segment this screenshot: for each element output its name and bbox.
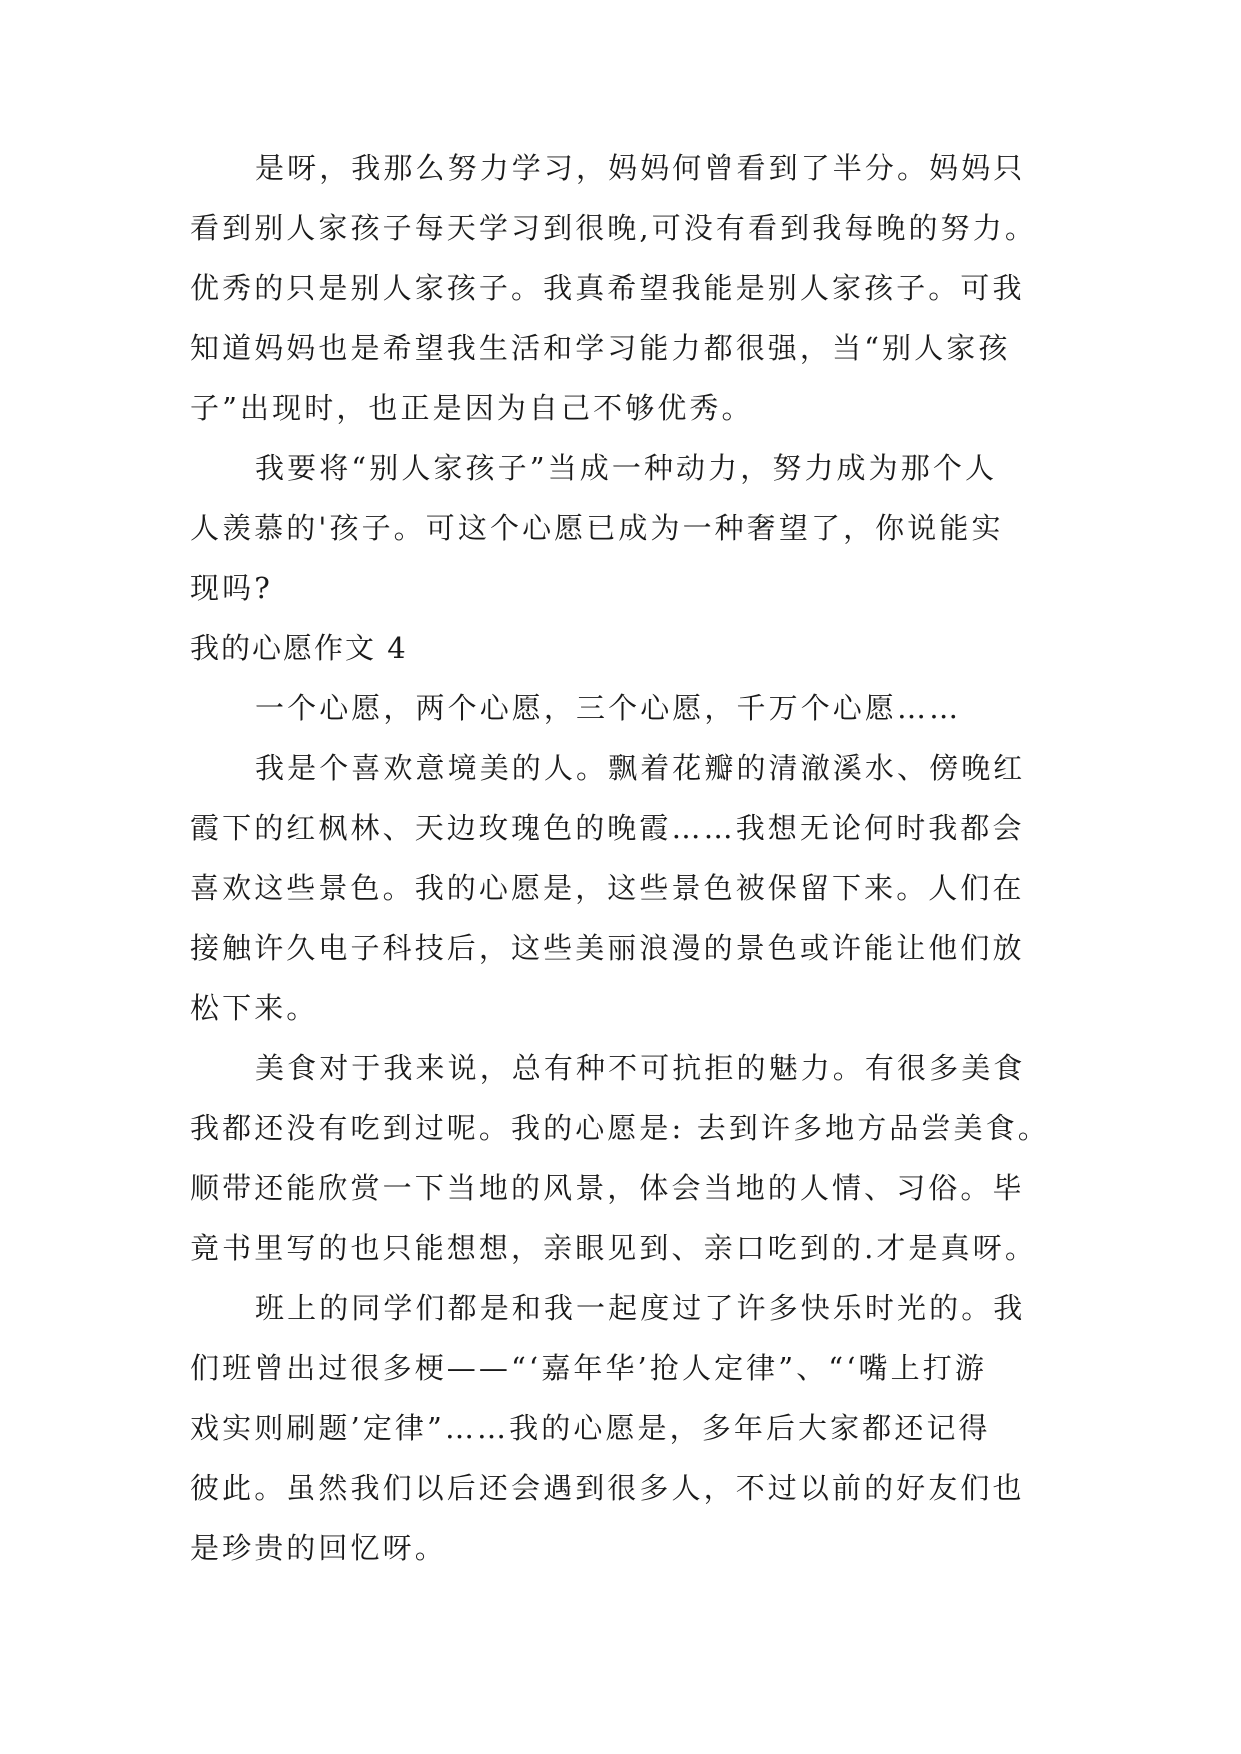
text-line: 人羡慕的'孩子。可这个心愿已成为一种奢望了，你说能实 — [190, 511, 1004, 545]
text-line: 看到别人家孩子每天学习到很晚,可没有看到我每晚的努力。 — [190, 211, 1037, 245]
text-line: 接触许久电子科技后，这些美丽浪漫的景色或许能让他们放 — [190, 931, 1025, 965]
text-line: 班上的同学们都是和我一起度过了许多快乐时光的。我 — [255, 1291, 1026, 1325]
text-line: 我都还没有吃到过呢。我的心愿是: 去到许多地方品尝美食。 — [190, 1111, 1050, 1145]
text-line: 是呀，我那么努力学习，妈妈何曾看到了半分。妈妈只 — [255, 151, 1026, 185]
text-line: 是珍贵的回忆呀。 — [190, 1531, 447, 1565]
text-line: 现吗? — [190, 571, 273, 605]
text-line: 顺带还能欣赏一下当地的风景，体会当地的人情、习俗。毕 — [190, 1171, 1025, 1205]
text-line: 们班曾出过很多梗——“‘嘉年华’抢人定律”、“‘嘴上打游 — [190, 1351, 987, 1385]
text-line: 彼此。虽然我们以后还会遇到很多人，不过以前的好友们也 — [190, 1471, 1025, 1505]
text-line: 竟书里写的也只能想想，亲眼见到、亲口吃到的.才是真呀。 — [190, 1231, 1037, 1265]
text-line: 我要将“别人家孩子”当成一种动力，努力成为那个人 — [255, 451, 998, 485]
text-line: 一个心愿，两个心愿，三个心愿，千万个心愿…… — [255, 691, 962, 725]
text-line: 霞下的红枫林、天边玫瑰色的晚霞……我想无论何时我都会 — [190, 811, 1025, 845]
section-heading: 我的心愿作文 4 — [190, 631, 408, 665]
text-line: 松下来。 — [190, 991, 319, 1025]
text-line: 喜欢这些景色。我的心愿是，这些景色被保留下来。人们在 — [190, 871, 1025, 905]
text-line: 我是个喜欢意境美的人。飘着花瓣的清澈溪水、傍晚红 — [255, 751, 1026, 785]
text-line: 知道妈妈也是希望我生活和学习能力都很强，当“别人家孩 — [190, 331, 1011, 365]
text-line: 戏实则刷题’定律”……我的心愿是，多年后大家都还记得 — [190, 1411, 991, 1445]
text-line: 美食对于我来说，总有种不可抗拒的魅力。有很多美食 — [255, 1051, 1026, 1085]
text-line: 优秀的只是别人家孩子。我真希望我能是别人家孩子。可我 — [190, 271, 1025, 305]
text-line: 子”出现时，也正是因为自己不够优秀。 — [190, 391, 754, 425]
